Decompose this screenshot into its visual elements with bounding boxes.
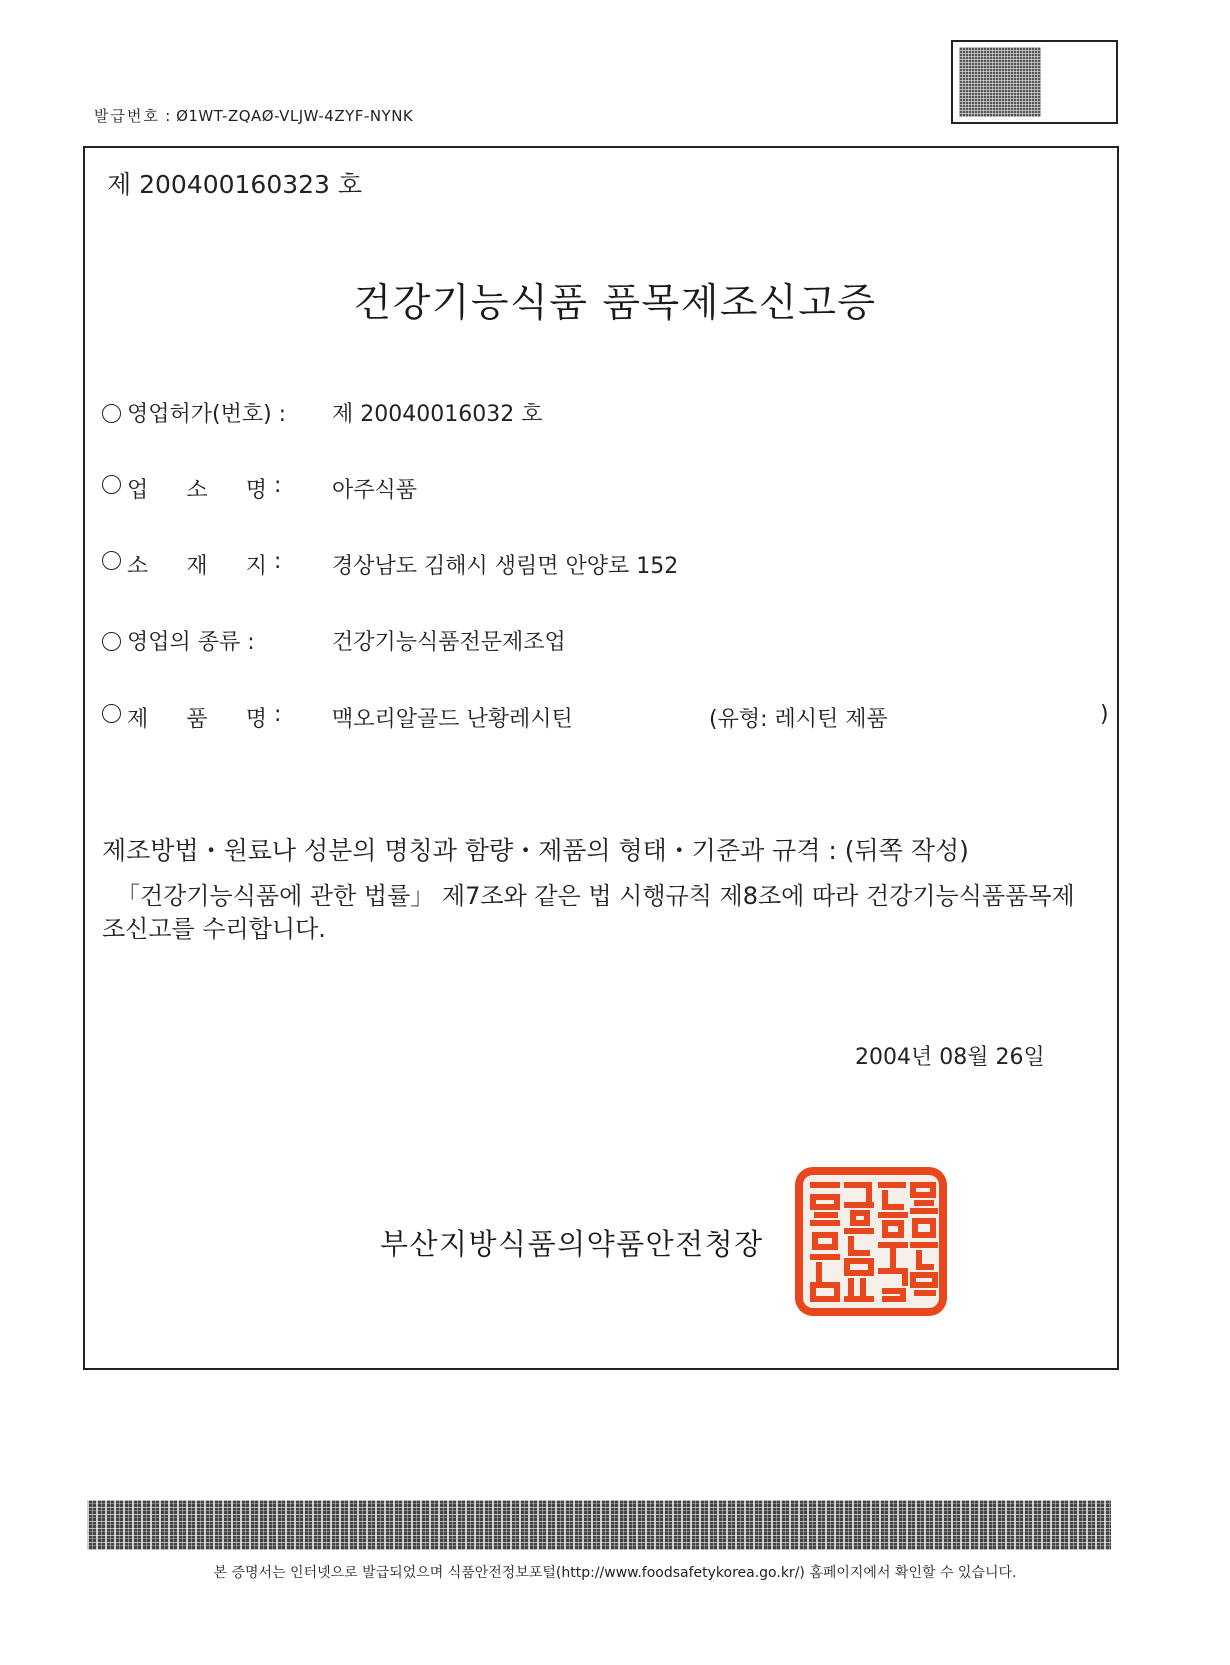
issuer-name: 부산지방식품의약품안전청장 xyxy=(380,1227,764,1261)
bullet-circle-icon xyxy=(102,404,121,423)
field-business-type: 영업의 종류 : 건강기능식품전문제조업 xyxy=(102,625,255,656)
footer-note: 본 증명서는 인터넷으로 발급되었으며 식품안전정보포털(http://www.foodsafetykorea.go.kr/) 홈페이지에서 확인할 수 있습니다. xyxy=(213,1565,1017,1581)
verification-code-box xyxy=(951,40,1118,124)
product-type-value: 레시틴 제품 xyxy=(774,707,888,732)
certificate-number: 제 200400160323 호 xyxy=(107,170,363,199)
field-label: 영업허가(번호) xyxy=(127,402,272,427)
bullet-circle-icon xyxy=(102,704,121,723)
certificate-frame xyxy=(83,146,1119,1370)
certificate-body: 「건강기능식품에 관한 법률」 제7조와 같은 법 시행규칙 제8조에 따라 건강기능식품품목제조신고를 수리합니다. xyxy=(102,882,1075,943)
field-business-name: 업 소 명 : 아주식품 xyxy=(102,473,281,504)
product-type-suffix: ) xyxy=(1100,702,1109,727)
bullet-circle-icon xyxy=(102,632,121,651)
field-value: 아주식품 xyxy=(332,478,418,503)
verification-code-pattern xyxy=(959,47,1041,117)
official-seal-icon xyxy=(793,1165,949,1318)
field-value: 제 20040016032 호 xyxy=(332,402,543,427)
field-label: 영업의 종류 xyxy=(127,630,241,655)
field-label: 제 품 명 xyxy=(127,707,267,732)
product-type xyxy=(709,702,888,733)
field-business-license: 영업허가(번호) : 제 20040016032 호 xyxy=(102,397,286,428)
field-location: 소 재 지 : 경상남도 김해시 생림면 안양로 152 xyxy=(102,549,281,580)
field-product-name: 제 품 명 : 맥오리알골드 난황레시틴 xyxy=(102,702,281,733)
field-value: 경상남도 김해시 생림면 안양로 152 xyxy=(332,554,679,579)
manufacturing-method-line: 제조방법・원료나 성분의 명칭과 함량・제품의 형태・기준과 규격 : (뒤쪽 작성) xyxy=(102,836,969,865)
field-label: 업 소 명 xyxy=(127,478,267,503)
field-value: 맥오리알골드 난황레시틴 xyxy=(332,707,573,732)
issue-number-label: 발급번호 xyxy=(94,107,160,125)
verification-barcode xyxy=(87,1500,1111,1550)
field-label: 소 재 지 xyxy=(127,554,267,579)
issue-number-line: 발급번호 : Ø1WT-ZQAØ-VLJW-4ZYF-NYNK xyxy=(94,107,414,125)
bullet-circle-icon xyxy=(102,551,121,570)
product-type-prefix: (유형: xyxy=(709,707,768,732)
issue-number-value: Ø1WT-ZQAØ-VLJW-4ZYF-NYNK xyxy=(176,107,414,125)
issue-date: 2004년 08월 26일 xyxy=(855,1045,1045,1070)
certificate-title: 건강기능식품 품목제조신고증 xyxy=(353,281,877,326)
field-value: 건강기능식품전문제조업 xyxy=(332,630,566,655)
bullet-circle-icon xyxy=(102,475,121,494)
